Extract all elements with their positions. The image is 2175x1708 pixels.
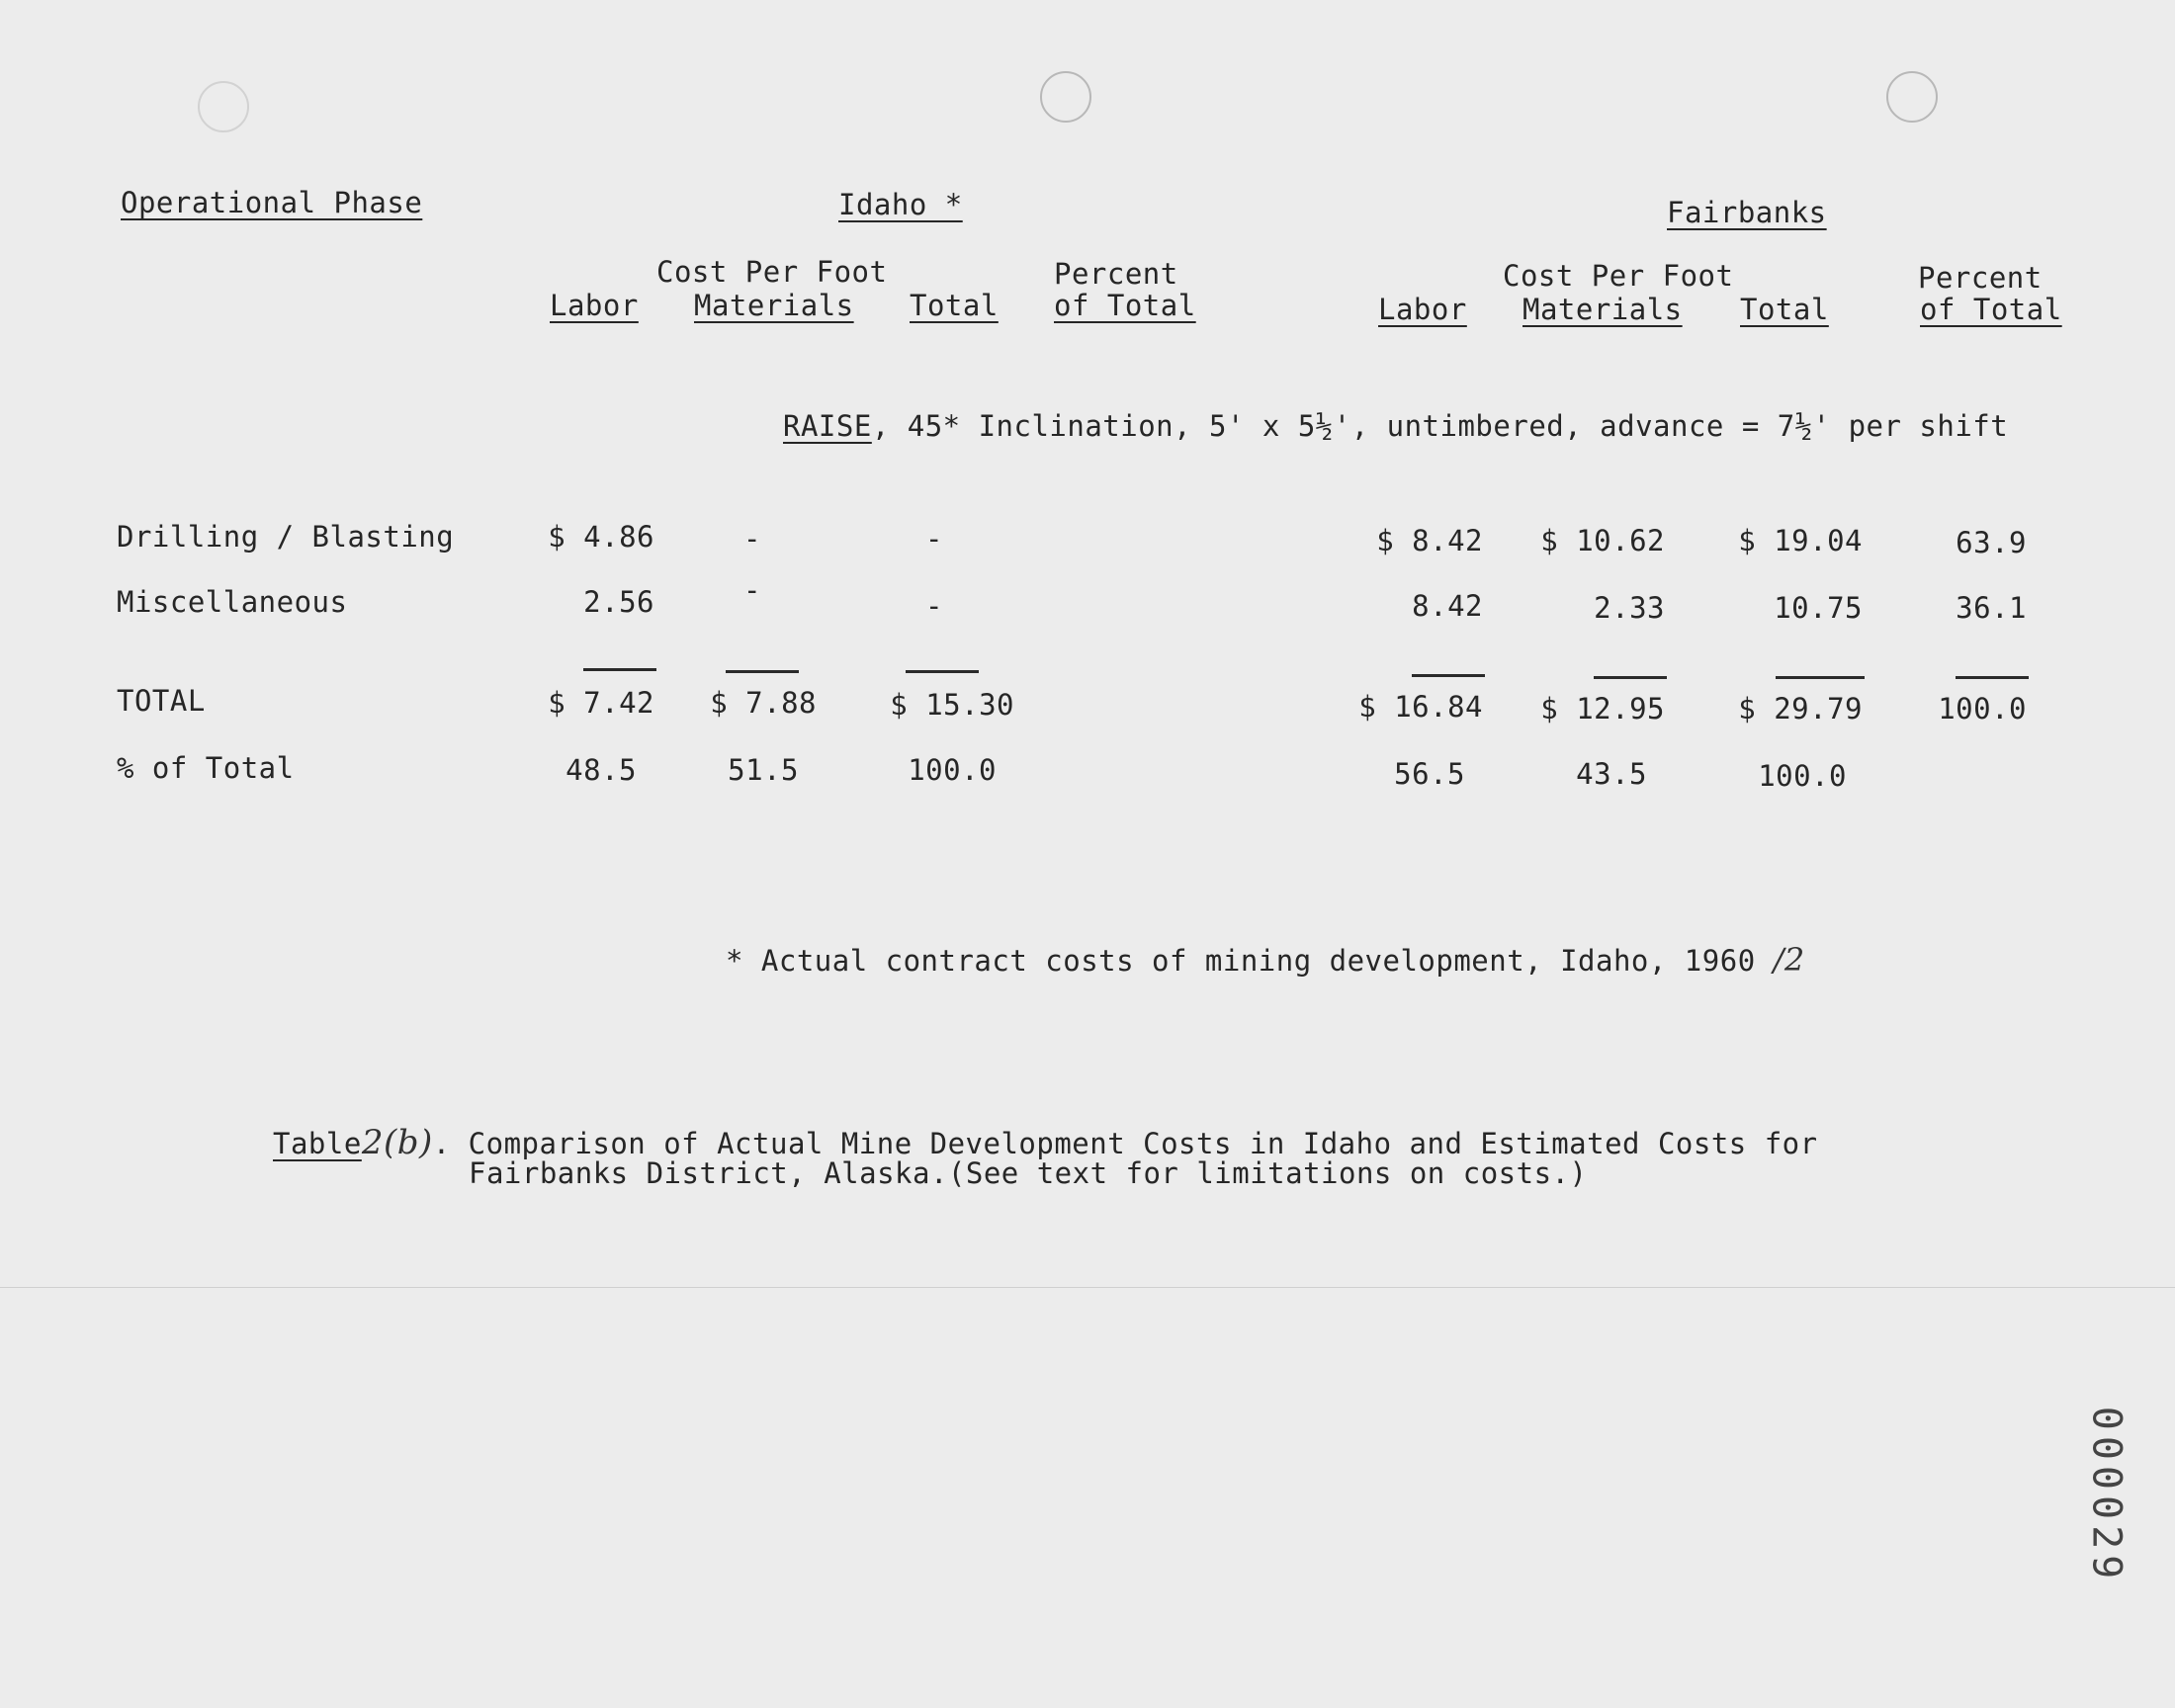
header-operational-phase: Operational Phase (121, 186, 423, 219)
cell-fb-labor: $ 16.84 (1358, 690, 1483, 724)
fairbanks-of-total-header: of Total (1920, 293, 2062, 326)
sum-rule (1776, 676, 1865, 679)
header-idaho: Idaho * (838, 188, 963, 221)
fairbanks-labor-header: Labor (1378, 293, 1467, 326)
cell-fb-labor: 8.42 (1412, 589, 1483, 623)
cell-idaho-labor: 48.5 (566, 753, 637, 787)
cell-fb-materials: 43.5 (1576, 757, 1647, 791)
footnote-text: * Actual contract costs of mining development, Idaho, 1960 (726, 944, 1756, 978)
caption-line-1: . Comparison of Actual Mine Development Costs in Idaho and Estimated Costs for (432, 1127, 1818, 1160)
sum-rule (583, 668, 656, 671)
cell-idaho-materials: - (743, 573, 761, 607)
fairbanks-percent-header: Percent (1918, 261, 2043, 295)
cell-idaho-labor: $ 7.42 (548, 686, 654, 720)
fairbanks-materials-header: Materials (1522, 293, 1683, 326)
punch-hole-center (1040, 71, 1091, 123)
sum-rule (1956, 676, 2029, 679)
page-number-stamp: 000029 (2082, 1406, 2129, 1585)
caption-line-2: Fairbanks District, Alaska.(See text for limitations on costs.) (469, 1156, 1588, 1190)
cell-idaho-materials: 51.5 (728, 753, 799, 787)
page-fold-line (0, 1287, 2175, 1288)
fairbanks-cost-per-foot: Cost Per Foot (1503, 259, 1734, 293)
cell-fb-labor: 56.5 (1394, 757, 1465, 791)
footnote-reference: /2 (1773, 941, 1805, 979)
punch-hole-left (198, 81, 249, 132)
cell-fb-total: 10.75 (1774, 591, 1863, 625)
fairbanks-total-header: Total (1740, 293, 1829, 326)
cell-idaho-total: - (925, 589, 943, 623)
sum-rule (1412, 674, 1485, 677)
cell-idaho-materials: $ 7.88 (710, 686, 817, 720)
cell-fb-percent: 100.0 (1938, 692, 2027, 726)
idaho-of-total-header: of Total (1054, 289, 1196, 322)
caption-number: 2(b) (361, 1123, 433, 1162)
cell-fb-materials: $ 10.62 (1540, 524, 1665, 557)
header-fairbanks: Fairbanks (1667, 196, 1827, 229)
cell-fb-total: 100.0 (1758, 759, 1847, 793)
sum-rule (726, 670, 799, 673)
row-label-total: TOTAL (117, 684, 206, 718)
cell-idaho-total: 100.0 (908, 753, 997, 787)
cell-idaho-total: $ 15.30 (890, 688, 1014, 722)
cell-fb-percent: 63.9 (1956, 526, 2027, 559)
cell-fb-total: $ 19.04 (1738, 524, 1863, 557)
row-label-drilling: Drilling / Blasting (117, 520, 455, 554)
raise-description (783, 409, 2008, 443)
row-label-miscellaneous: Miscellaneous (117, 585, 348, 619)
cell-fb-labor: $ 8.42 (1376, 524, 1483, 557)
cell-fb-materials: 2.33 (1594, 591, 1665, 625)
cell-idaho-labor: $ 4.86 (548, 520, 654, 554)
row-label-percent-of-total: % of Total (117, 751, 295, 785)
sum-rule (1594, 676, 1667, 679)
cell-fb-percent: 36.1 (1956, 591, 2027, 625)
idaho-percent-header: Percent (1054, 257, 1178, 291)
raise-details: , 45* Inclination, 5' x 5½', untimbered, advance = 7½' per shift (871, 409, 2009, 443)
caption-label: Table (273, 1127, 362, 1160)
sum-rule (906, 670, 979, 673)
cell-idaho-total: - (925, 522, 943, 555)
punch-hole-right (1886, 71, 1938, 123)
idaho-total-header: Total (910, 289, 999, 322)
cell-idaho-labor: 2.56 (583, 585, 654, 619)
footnote (726, 941, 1805, 979)
idaho-cost-per-foot: Cost Per Foot (656, 255, 888, 289)
cell-fb-total: $ 29.79 (1738, 692, 1863, 726)
cell-idaho-materials: - (743, 522, 761, 555)
raise-label: RAISE (783, 409, 872, 443)
cell-fb-materials: $ 12.95 (1540, 692, 1665, 726)
idaho-labor-header: Labor (550, 289, 639, 322)
idaho-materials-header: Materials (694, 289, 854, 322)
